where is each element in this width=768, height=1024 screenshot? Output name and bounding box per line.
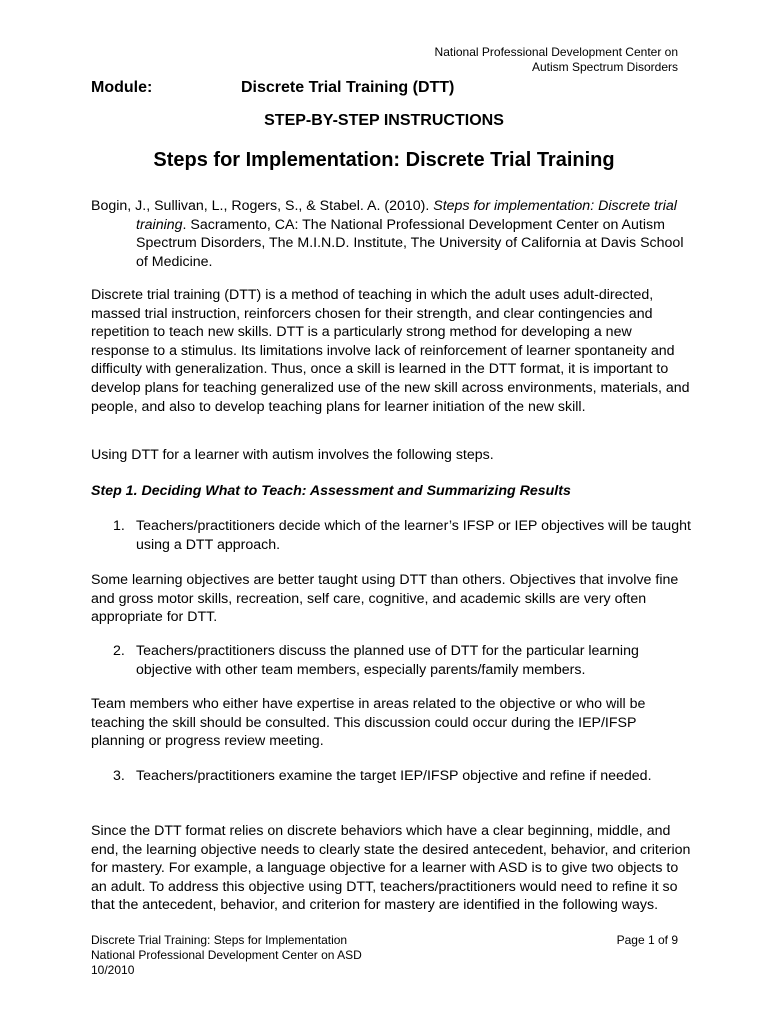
header-org-line1: National Professional Development Center on — [434, 45, 678, 59]
list-item-text: Teachers/practitioners discuss the planned use of DTT for the particular learning objective with other team members, especially parents/family members. — [136, 643, 639, 678]
format-paragraph: Since the DTT format relies on discrete behaviors which have a clear beginning, middle, and end, the learning objective needs to clearly state the desired antecedent, behavior, and criterion for mastery. For example, a language objective for a learner with ASD is to give two objects to an adult. To address this objective using DTT, teachers/practitioners would need to refine it so that the antecedent, behavior, and criterion for mastery are identified in the following ways. — [91, 823, 691, 914]
page-footer — [91, 933, 362, 978]
list-item-number: 2. — [113, 643, 125, 659]
team-paragraph: Team members who either have expertise in areas related to the objective or who will be teaching the skill should be consulted. This discussion could occur during the IEP/IFSP planning or progress review meeting. — [91, 696, 646, 750]
document-title: Steps for Implementation: Discrete Trial Training — [153, 149, 615, 171]
list-item-text: Teachers/practitioners decide which of the learner’s IFSP or IEP objectives will be taught using a DTT approach. — [136, 518, 691, 553]
footer-line2: National Professional Development Center on ASD — [91, 948, 362, 962]
module-label: Module: — [91, 79, 153, 96]
page-number: Page 1 of 9 — [616, 933, 678, 947]
document-subtitle: STEP-BY-STEP INSTRUCTIONS — [264, 112, 504, 129]
page-header — [435, 45, 678, 75]
citation — [91, 197, 691, 271]
footer-line1: Discrete Trial Training: Steps for Implementation — [91, 933, 348, 947]
objectives-paragraph: Some learning objectives are better taught using DTT than others. Objectives that involve fine and gross motor skills, recreation, self care, cognitive, and academic skills are very often appropriate for DTT. — [91, 572, 679, 626]
using-paragraph: Using DTT for a learner with autism involves the following steps. — [91, 447, 494, 463]
step1-heading: Step 1. Deciding What to Teach: Assessment and Summarizing Results — [91, 483, 571, 499]
footer-date: 10/2010 — [91, 963, 135, 977]
list-item-number: 3. — [113, 768, 125, 784]
list-item-number: 1. — [113, 518, 125, 534]
intro-paragraph: Discrete trial training (DTT) is a method of teaching in which the adult uses adult-directed, massed trial instruction, reinforcers chosen for their strength, and clear contingencies and repetition to teach new skills. DTT is a particularly strong method for developing a new response to a stimulus. Its limitations involve lack of reinforcement of learner spontaneity and difficulty with generalization. Thus, once a skill is learned in the DTT format, it is important to develop plans for teaching generalized use of the new skill across environments, materials, and people, and also to develop teaching plans for learner initiation of the new skill. — [91, 287, 690, 415]
list-item-text: Teachers/practitioners examine the target IEP/IFSP objective and refine if needed. — [136, 768, 652, 784]
citation-authors: Bogin, J., Sullivan, L., Rogers, S., & Stabel. A. (2010). — [91, 198, 434, 214]
module-name: Discrete Trial Training (DTT) — [241, 79, 455, 96]
citation-rest: . Sacramento, CA: The National Professional Development Center on Autism Spectrum Disorders, The M.I.N.D. Institute, The University of California at Davis School of Medicine. — [136, 216, 684, 270]
citation-work-title: Steps for implementation: Discrete trial training — [136, 198, 677, 233]
header-org-line2: Autism Spectrum Disorders — [531, 60, 678, 74]
